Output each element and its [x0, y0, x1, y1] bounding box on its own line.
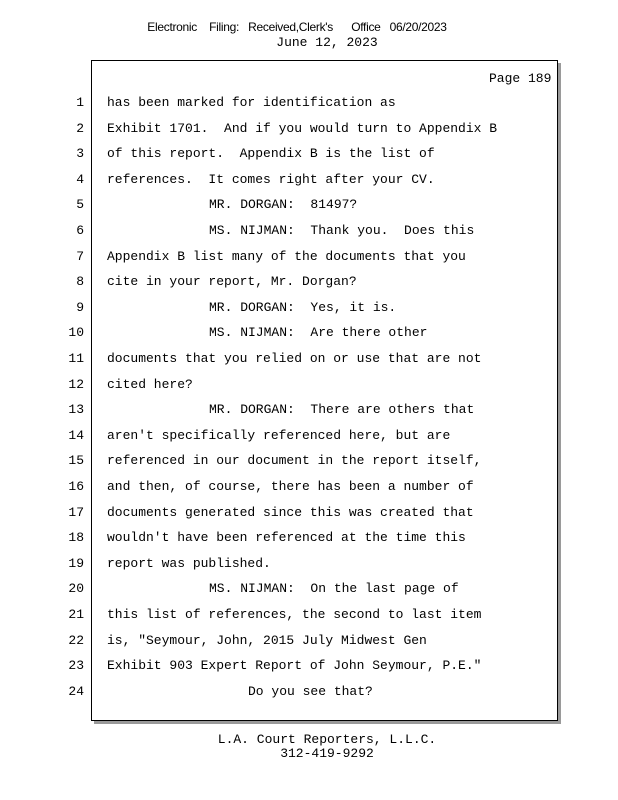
transcript-line	[0, 377, 618, 395]
line-number: 5	[76, 197, 84, 213]
reporter-company: L.A. Court Reporters, L.L.C.	[217, 732, 437, 747]
line-text: of this report. Appendix B is the list of	[107, 146, 435, 162]
transcript-line	[0, 453, 618, 471]
line-number: 18	[68, 530, 84, 546]
transcript-line	[0, 684, 618, 702]
line-text: MR. DORGAN: There are others that	[209, 402, 475, 418]
efiling-stamp: Electronic Filing: Received,Clerk's Office 06/20/2023	[147, 20, 447, 34]
transcript-line	[0, 274, 618, 292]
line-text: references. It comes right after your CV.	[107, 171, 435, 187]
line-text: wouldn't have been referenced at the time this	[107, 530, 466, 546]
line-text: is, "Seymour, John, 2015 July Midwest Gen	[107, 632, 427, 648]
line-text: Exhibit 1701. And if you would turn to Appendix B	[107, 120, 498, 136]
line-text: documents that you relied on or use that are not	[107, 351, 482, 366]
line-number: 13	[68, 402, 84, 418]
line-number: 7	[76, 248, 84, 264]
page-number-label: Page 189	[489, 71, 552, 86]
transcript-line	[0, 530, 618, 548]
line-number: 19	[68, 555, 84, 571]
line-number: 14	[68, 427, 84, 443]
line-number: 6	[76, 223, 84, 238]
transcript-line	[0, 581, 618, 599]
line-text: cited here?	[107, 376, 193, 392]
transcript-line	[0, 223, 618, 241]
line-number: 4	[76, 171, 84, 187]
line-number: 21	[68, 607, 84, 622]
transcript-line	[0, 172, 618, 190]
transcript-line	[0, 121, 618, 139]
line-number: 1	[76, 95, 84, 110]
line-text: aren't specifically referenced here, but are	[107, 427, 451, 443]
line-text: Appendix B list many of the documents that you	[107, 248, 466, 264]
line-number: 20	[68, 581, 84, 597]
line-number: 11	[68, 351, 84, 366]
transcript-line	[0, 428, 618, 446]
line-text: Do you see that?	[248, 683, 373, 699]
transcript-line	[0, 325, 618, 343]
line-number: 12	[68, 376, 84, 392]
transcript-line	[0, 479, 618, 497]
line-text: cite in your report, Mr. Dorgan?	[107, 274, 357, 290]
transcript-line	[0, 658, 618, 676]
line-text: MR. DORGAN: 81497?	[209, 197, 358, 213]
line-number: 10	[68, 325, 84, 341]
line-number: 15	[68, 453, 84, 469]
line-number: 22	[68, 632, 84, 648]
line-number: 17	[68, 504, 84, 520]
line-number: 23	[68, 658, 84, 674]
line-text: referenced in our document in the report itself,	[107, 453, 482, 469]
line-text: MR. DORGAN: Yes, it is.	[209, 299, 397, 315]
line-text: and then, of course, there has been a number of	[107, 479, 474, 494]
line-text: MS. NIJMAN: Thank you. Does this	[209, 223, 475, 238]
transcript-line	[0, 197, 618, 215]
line-number: 2	[76, 120, 84, 136]
line-text: this list of references, the second to last item	[107, 607, 482, 622]
line-number: 16	[68, 479, 84, 494]
line-text: report was published.	[107, 555, 271, 571]
line-text: MS. NIJMAN: Are there other	[209, 325, 428, 341]
transcript-line	[0, 300, 618, 318]
reporter-phone: 312-419-9292	[280, 746, 374, 761]
line-number: 3	[76, 146, 84, 162]
transcript-date: June 12, 2023	[276, 35, 378, 50]
line-number: 24	[68, 683, 84, 699]
line-number: 9	[76, 299, 84, 315]
line-number: 8	[76, 274, 84, 290]
transcript-line	[0, 249, 618, 267]
line-text: MS. NIJMAN: On the last page of	[209, 581, 459, 597]
transcript-line	[0, 505, 618, 523]
footer	[18, 733, 618, 761]
line-text: documents generated since this was created that	[107, 504, 474, 520]
transcript-line	[0, 633, 618, 651]
transcript-line	[0, 95, 618, 113]
transcript-line	[0, 351, 618, 369]
transcript-line	[0, 146, 618, 164]
line-text: Exhibit 903 Expert Report of John Seymour, P.E."	[107, 658, 482, 674]
transcript-line	[0, 556, 618, 574]
line-text: has been marked for identification as	[107, 95, 396, 110]
transcript-line	[0, 402, 618, 420]
transcript-line	[0, 607, 618, 625]
